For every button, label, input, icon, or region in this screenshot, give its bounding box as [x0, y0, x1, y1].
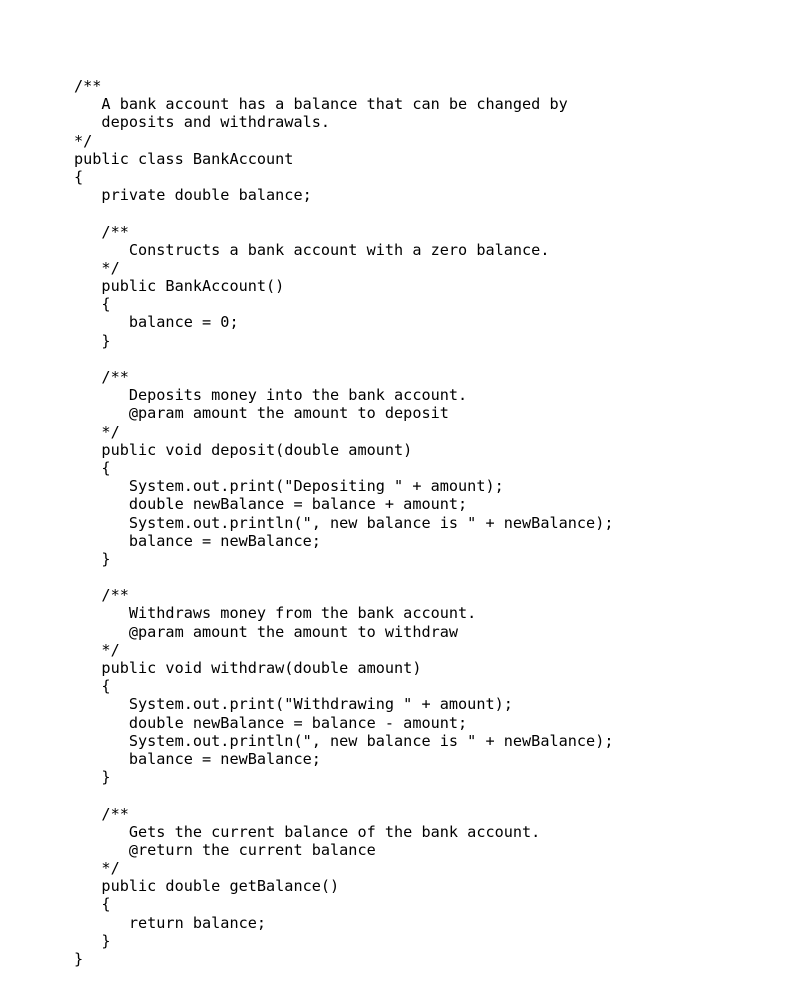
class-doc-comment-open: /** — [74, 77, 102, 95]
withdraw-doc-comment-param: @param amount the amount to withdraw — [74, 622, 459, 641]
deposit-body-line: System.out.println(", new balance is " + newBalance); — [74, 513, 614, 532]
deposit-doc-comment-open: /** — [74, 368, 129, 386]
blank-line — [74, 204, 613, 222]
getbalance-close-brace: } — [74, 931, 111, 950]
deposit-body-line: balance = newBalance; — [74, 531, 321, 550]
withdraw-open-brace: { — [74, 677, 111, 696]
getbalance-signature: public double getBalance() — [74, 877, 340, 896]
constructor-doc-comment-line: Constructs a bank account with a zero balance. — [74, 240, 550, 259]
getbalance-doc-comment-return: @return the current balance — [74, 840, 376, 859]
blank-line — [74, 568, 613, 586]
class-doc-comment-close: */ — [74, 131, 93, 150]
withdraw-close-brace: } — [74, 768, 111, 787]
deposit-doc-comment-param: @param amount the amount to deposit — [74, 404, 449, 423]
withdraw-doc-comment-open: /** — [74, 586, 129, 605]
deposit-close-brace: } — [74, 549, 111, 568]
constructor-doc-comment-close: */ — [74, 258, 120, 277]
getbalance-doc-comment-line: Gets the current balance of the bank account. — [74, 822, 541, 841]
class-close-brace: } — [74, 950, 84, 968]
constructor-open-brace: { — [74, 295, 111, 314]
withdraw-body-line: balance = newBalance; — [74, 749, 321, 768]
deposit-body-line: System.out.print("Depositing " + amount); — [74, 477, 504, 496]
deposit-doc-comment-close: */ — [74, 422, 120, 441]
constructor-signature: public BankAccount() — [74, 277, 285, 296]
withdraw-body-line: System.out.println(", new balance is " + newBalance); — [74, 731, 614, 750]
code-listing — [74, 77, 613, 968]
getbalance-open-brace: { — [74, 895, 111, 914]
withdraw-body-line: System.out.print("Withdrawing " + amount); — [74, 695, 513, 714]
deposit-body-line: double newBalance = balance + amount; — [74, 495, 468, 514]
withdraw-body-line: double newBalance = balance - amount; — [74, 713, 468, 732]
class-doc-comment-line: deposits and withdrawals. — [74, 113, 331, 132]
constructor-body-line: balance = 0; — [74, 313, 239, 332]
withdraw-doc-comment-line: Withdraws money from the bank account. — [74, 604, 477, 623]
getbalance-doc-comment-open: /** — [74, 804, 129, 823]
class-open-brace: { — [74, 167, 84, 186]
deposit-signature: public void deposit(double amount) — [74, 440, 413, 459]
getbalance-doc-comment-close: */ — [74, 859, 120, 878]
field-declaration: private double balance; — [74, 186, 312, 205]
getbalance-body-line: return balance; — [74, 913, 267, 932]
class-doc-comment-line: A bank account has a balance that can be changed by — [74, 95, 568, 114]
blank-line — [74, 350, 613, 368]
constructor-doc-comment-open: /** — [74, 222, 129, 241]
deposit-doc-comment-line: Deposits money into the bank account. — [74, 386, 468, 405]
deposit-open-brace: { — [74, 458, 111, 477]
constructor-close-brace: } — [74, 331, 111, 350]
withdraw-doc-comment-close: */ — [74, 640, 120, 659]
withdraw-signature: public void withdraw(double amount) — [74, 659, 422, 677]
class-declaration: public class BankAccount — [74, 149, 294, 168]
blank-line — [74, 786, 613, 804]
